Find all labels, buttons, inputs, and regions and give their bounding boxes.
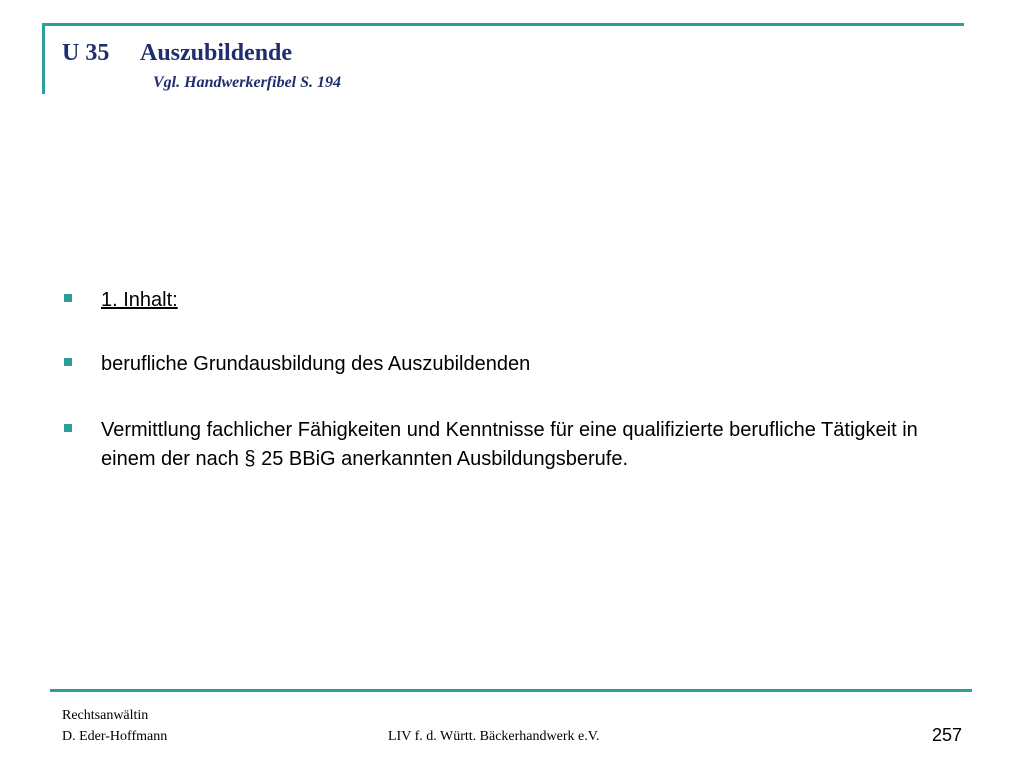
footer-organization: LIV f. d. Württ. Bäckerhandwerk e.V.	[388, 729, 600, 744]
page-number: 257	[931, 725, 962, 745]
bullet-text: Vermittlung fachlicher Fähigkeiten und Kenntnisse für eine qualifizierte berufliche Tätigkeit in einem der nach § 25 BBiG anerkannten Ausbildungsberufe.	[101, 419, 918, 470]
square-bullet-icon	[64, 294, 72, 302]
footer-rule	[50, 689, 972, 692]
header-left-rule	[42, 23, 45, 94]
slide-number-label: U 35	[62, 40, 110, 66]
header-top-rule	[42, 23, 964, 26]
footer-author-title: Rechtsanwältin	[62, 708, 149, 723]
slide-title-text: Auszubildende	[140, 40, 293, 66]
square-bullet-icon	[64, 358, 72, 366]
slide-subtitle: Vgl. Handwerkerfibel S. 194	[153, 74, 342, 91]
bullet-text: 1. Inhalt:	[101, 289, 178, 311]
footer-author-name: D. Eder-Hoffmann	[62, 729, 168, 744]
square-bullet-icon	[64, 424, 72, 432]
slide-title	[62, 38, 292, 68]
bullet-text: berufliche Grundausbildung des Auszubildenden	[101, 353, 531, 375]
footer-author	[62, 705, 167, 747]
